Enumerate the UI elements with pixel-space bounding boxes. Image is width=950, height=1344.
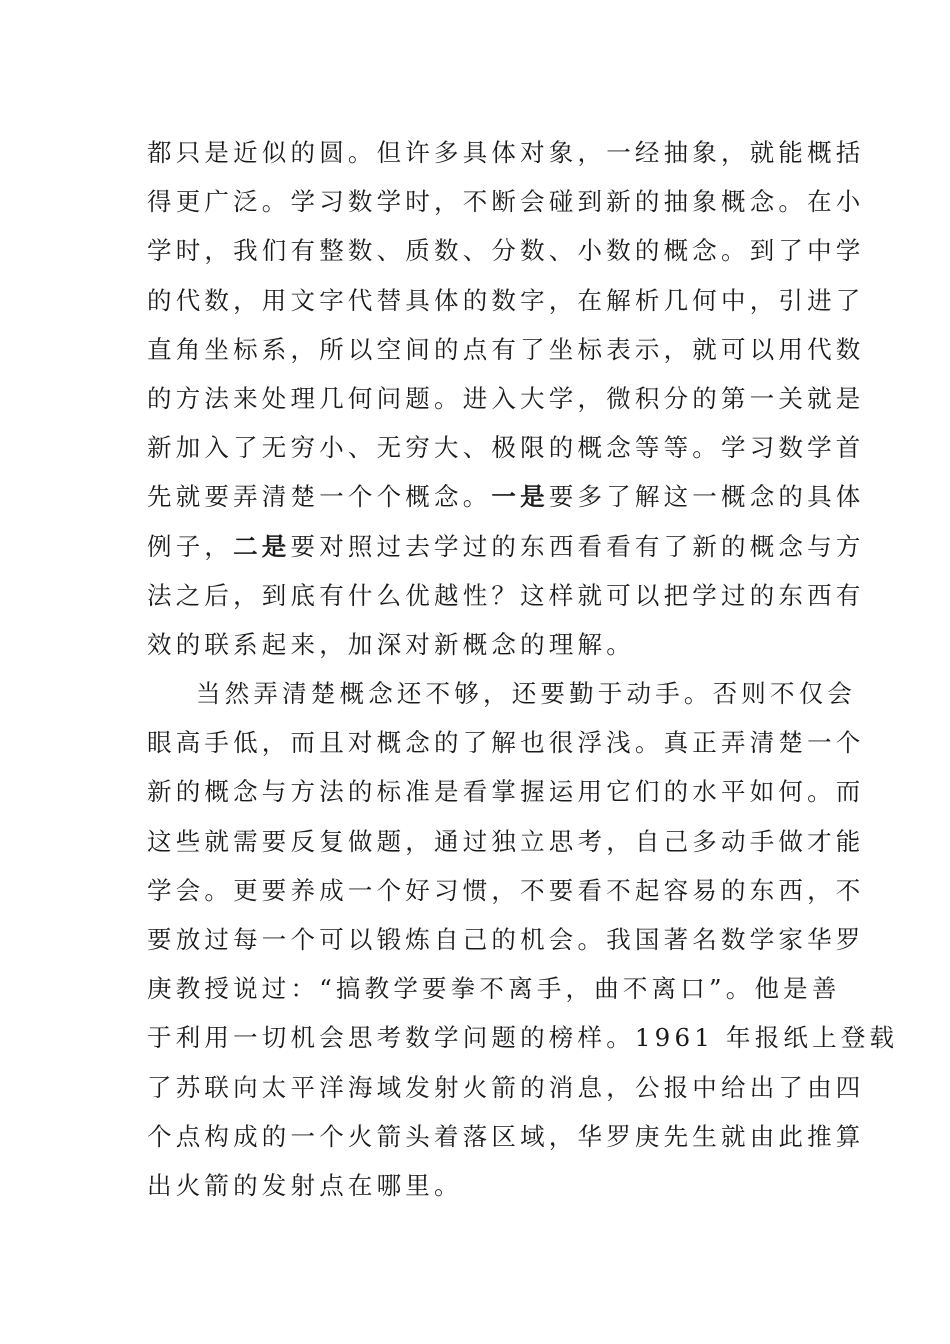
text-segment: 要多了解这一概念的具体 [548, 482, 865, 512]
text-line: 当然弄清楚概念还不够，还要勤于动手。否则不仅会 [196, 679, 857, 709]
text-line: 都只是近似的圆。但许多具体对象，一经抽象，就能概括 [147, 138, 865, 167]
text-line: 法之后，到底有什么优越性？这样就可以把学过的东西有 [147, 580, 865, 610]
text-line: 效的联系起来，加深对新概念的理解。 [147, 629, 635, 659]
text-segment: 要对照过去学过的东西看看有了新的概念与方 [290, 531, 865, 561]
text-line: 的代数，用文字代替具体的数字，在解析几何中，引进了 [147, 285, 865, 315]
text-line: 学会。更要养成一个好习惯，不要看不起容易的东西，不 [147, 875, 865, 905]
emphasis-second-point: 二是 [233, 531, 291, 561]
text-line: 出火箭的发射点在哪里。 [147, 1170, 463, 1200]
text-line: 这些就需要反复做题，通过独立思考，自己多动手做才能 [147, 826, 865, 856]
text-segment: 先就要弄清楚一个个概念。 [147, 482, 492, 512]
text-line [147, 472, 865, 521]
text-line: 眼高手低，而且对概念的了解也很浮浅。真正弄清楚一个 [147, 728, 865, 758]
text-line: 直角坐标系，所以空间的点有了坐标表示，就可以用代数 [147, 334, 865, 364]
text-line [147, 522, 865, 571]
paragraph-1 [147, 128, 865, 669]
text-segment: 例子， [147, 531, 234, 561]
text-line: 学时，我们有整数、质数、分数、小数的概念。到了中学 [147, 236, 865, 266]
text-line: 庚教授说过：“搞教学要拳不离手，曲不离口”。他是善 [147, 974, 841, 1004]
text-line: 新加入了无穷小、无穷大、极限的概念等等。学习数学首 [147, 433, 865, 463]
text-line: 于利用一切机会思考数学问题的榜样。1961 年报纸上登载 [147, 1023, 899, 1053]
text-line: 得更广泛。学习数学时，不断会碰到新的抽象概念。在小 [147, 187, 865, 217]
text-line: 新的概念与方法的标准是看掌握运用它们的水平如何。而 [147, 777, 865, 807]
text-line: 要放过每一个可以锻炼自己的机会。我国著名数学家华罗 [147, 925, 865, 954]
emphasis-first-point: 一是 [491, 482, 549, 512]
text-line: 了苏联向太平洋海域发射火箭的消息，公报中给出了由四 [147, 1072, 865, 1102]
document-body [147, 128, 899, 1210]
text-line: 的方法来处理几何问题。进入大学，微积分的第一关就是 [147, 383, 865, 413]
paragraph-2 [147, 669, 899, 1210]
text-line: 个点构成的一个火箭头着落区域，华罗庚先生就由此推算 [147, 1121, 865, 1151]
